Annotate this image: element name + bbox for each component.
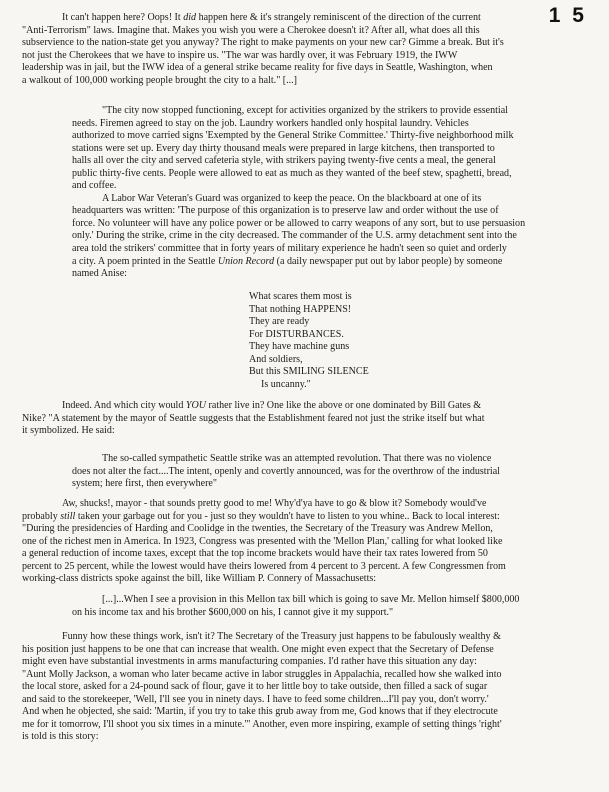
- text-line: needs. Firemen agreed to stay on the job. Laundry workers handled only hospital laundry. Vehicles: [72, 117, 469, 129]
- quote-connery: [72, 594, 562, 619]
- text-line: halls all over the city and served cafeteria style, with strikers paying twenty-five cents a meal, the general: [72, 155, 496, 167]
- text-line: Nike? "A statement by the mayor of Seattle suggests that the Establishment feared not just the strike itself but what: [22, 412, 485, 424]
- text-line: a walkout of 100,000 working people brought the city to a halt." [...]: [22, 74, 298, 86]
- text-line: headquarters was written: 'The purpose of this organization is to preserve law and order without the use of: [72, 205, 499, 217]
- poem-line: What scares them most is: [249, 291, 352, 302]
- text-line: not just the Cherokees that we have to inspire us. "The war was hardly over, it was February 1919, the IWW: [22, 49, 458, 61]
- poem-line: For DISTURBANCES.: [249, 328, 344, 340]
- text-line: "The city now stopped functioning, except for activities organized by the strikers to provide essential: [102, 105, 508, 116]
- paragraph-anti-terrorism: [22, 12, 592, 87]
- poem-anise: [249, 291, 369, 391]
- text-line: "Aunt Molly Jackson, a woman who later became active in labor struggles in Appalachia, recalled how she walked into: [22, 668, 502, 680]
- paragraph-aunt-molly: [22, 631, 592, 744]
- paragraph-which-city: [22, 400, 592, 438]
- text-line: and said to the storekeeper, 'Well, I'll see you in ninety days. I have to feed some children...I'll pay you, don't worry.': [22, 693, 489, 705]
- text-line: working-class districts spoke against the bill, like William P. Connery of Massachusetts:: [22, 573, 377, 585]
- text-line: [...]...When I see a provision in this Mellon tax bill which is going to save Mr. Mellon himself $800,000: [102, 594, 520, 605]
- text-line: "Anti-Terrorism" laws. Imagine that. Makes you wish you were a Cherokee doesn't it? After all, what does all this: [22, 24, 480, 36]
- text-line: on his income tax and his brother $600,000 on his, I cannot give it my support.": [72, 606, 394, 618]
- text-line: It can't happen here? Oops! It did happen here & it's strangely reminiscent of the direction of the current: [62, 12, 481, 23]
- text-line: one of the richest men in America. In 1923, Congress was presented with the 'Mellon Plan,' calling for what looked like: [22, 535, 503, 547]
- paragraph-mellon-plan: [22, 498, 592, 586]
- text-line: does not alter the fact....The intent, openly and covertly announced, was for the overthrow of the industrial: [72, 465, 500, 477]
- page-number: 1 5: [548, 4, 587, 27]
- text-line: force. No volunteer will have any police power or be allowed to carry weapons of any sort, but to use persuasion: [72, 217, 526, 229]
- text-line: A Labor War Veteran's Guard was organized to keep the peace. On the blackboard at one of its: [102, 192, 482, 204]
- text-line: a city. A poem printed in the Seattle Union Record (a daily newspaper put out by labor people) by someone: [72, 255, 503, 267]
- text-line: Funny how these things work, isn't it? The Secretary of the Treasury just happens to be fabulously wealthy &: [62, 631, 501, 642]
- text-line: percent to 25 percent, while the lowest would have theirs lowered from 4 percent to 3 percent. A few Congressmen from: [22, 560, 506, 572]
- quote-mayor: [72, 453, 562, 491]
- text-line: leadership was in jail, but the IWW idea of a general strike became reality for five days in Seattle, Washington, when: [22, 62, 493, 74]
- text-line: area told the strikers' committee that in forty years of military experience he hadn't seen so quiet and orderly: [72, 243, 507, 255]
- text-line: subservience to the nation-state get you anyway? The right to make payments on your new car? Gimme a break. But it's: [22, 37, 504, 49]
- text-line: Aw, shucks!, mayor - that sounds pretty good to me! Why'd'ya have to go & blow it? Somebody would've: [62, 498, 487, 509]
- text-line: might even have substantial investments in arms manufacturing companies. I'd rather have this situation any day:: [22, 656, 477, 668]
- text-line: and coffee.: [72, 180, 117, 192]
- text-line: a general reduction of income taxes, except that the top income brackets would have their tax rates lowered from 50: [22, 548, 488, 560]
- text-line: stations were set up. Every day thirty thousand meals were prepared in large kitchens, then transported to: [72, 142, 495, 154]
- text-line: Indeed. And which city would YOU rather live in? One like the above or one dominated by Bill Gates &: [62, 400, 482, 411]
- poem-line: That nothing HAPPENS!: [249, 303, 352, 315]
- text-line: his position just happens to be one that can increase that wealth. One might even expect that the Secretary of Defense: [22, 643, 494, 655]
- text-line: it symbolized. He said:: [22, 425, 115, 437]
- text-line: named Anise:: [72, 268, 127, 280]
- poem-line: They have machine guns: [249, 341, 350, 353]
- text-line: the local store, asked for a 24-pound sack of flour, gave it to her little boy to take outside, then filled a sack of sugar: [22, 681, 488, 693]
- poem-line: They are ready: [249, 316, 310, 328]
- poem-line: Is uncanny.": [261, 378, 311, 390]
- text-line: is told is this story:: [22, 731, 99, 743]
- text-line: "During the presidencies of Harding and Coolidge in the twenties, the Secretary of the Treasury was Andrew Mellon,: [22, 523, 493, 535]
- text-line: me for it tomorrow, I'll shoot you six times in a minute.'" Another, even more inspiring, example of setting things 'right': [22, 718, 502, 730]
- text-line: public thirty-five cents. People were allowed to eat as much as they wanted of the beef stew, spaghetti, bread,: [72, 167, 512, 179]
- poem-line: And soldiers,: [249, 353, 303, 365]
- text-line: probably still taken your garbage out for you - just so they wouldn't have to listen to you whine.. Back to local interest:: [22, 510, 500, 522]
- text-line: And when he objected, she said: 'Martin, if you try to take this grub away from me, God knows that if they electrocute: [22, 706, 498, 718]
- poem-line: But this SMILING SILENCE: [249, 366, 369, 378]
- quote-seattle-strike: [72, 105, 562, 281]
- text-line: system; here first, then everywhere": [72, 478, 217, 490]
- text-line: The so-called sympathetic Seattle strike was an attempted revolution. That there was no violence: [102, 453, 492, 464]
- text-line: authorized to move carried signs 'Exempted by the General Strike Committee.' Thirty-five neighborhood milk: [72, 130, 514, 142]
- text-line: only.' During the strike, crime in the city decreased. The commander of the U.S. army detachment sent into the: [72, 230, 517, 242]
